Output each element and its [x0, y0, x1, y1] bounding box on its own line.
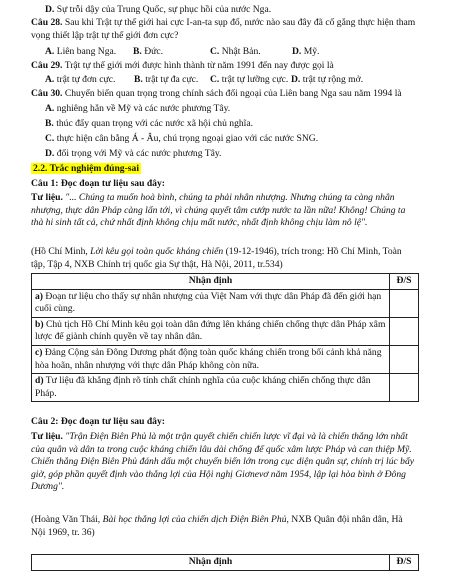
q30-option-b: B. thúc đẩy quan trọng với các nước xã hội chủ nghĩa. [45, 118, 253, 129]
c1-answer-b[interactable] [390, 317, 419, 345]
c1-col-header: Nhận định [32, 274, 390, 290]
table-row [32, 374, 419, 402]
q30-option-a: A. nghiêng hẳn về Mỹ và các nước phương Tây. [45, 103, 231, 114]
c1-row-d: d) Tư liệu đã khẳng định rõ tính chất chính nghĩa của cuộc kháng chiến chống thực dân Pháp. [32, 374, 390, 402]
c1-answer-d[interactable] [390, 374, 419, 402]
c2-col-ds: Đ/S [390, 555, 419, 571]
c1-title: Câu 1: Đọc đoạn tư liệu sau đây: [31, 178, 165, 189]
q30-option-c: C. thực hiện cân bằng Á - Âu, chú trọng ngoại giao với các nước SNG. [45, 133, 319, 144]
q29-option-d: D. trật tự rộng mở. [291, 74, 364, 85]
c1-row-c: c) Đảng Cộng sản Đông Dương phát động toàn quốc kháng chiến trong bối cảnh khả năng hòa hoãn, nhân nhượng với thực dân Pháp không còn nữa. [32, 345, 390, 373]
c1-answer-a[interactable] [390, 289, 419, 317]
c1-passage: Tư liệu. "... Chúng ta muốn hoà bình, chúng ta phải nhân nhượng. Nhưng chúng ta càng nhân nhượng, thực dân Pháp càng lấn tới, vì chúng quyết tâm cướp nước ta lần nữa! Không! Chúng ta thà hi sinh tất cả, chứ nhất định không chịu mất nước, nhất định không chịu làm nô lệ". [31, 192, 406, 229]
c2-source: (Hoàng Văn Thái, Bài học thắng lợi của chiến dịch Điện Biên Phủ, NXB Quân đội nhân dân, Hà Nội 1969, tr. 36) [31, 514, 403, 538]
c1-table [31, 273, 419, 402]
c1-row-a: a) Đoạn tư liệu cho thấy sự nhân nhượng của Việt Nam với thực dân Pháp đã đến giới hạn cuối cùng. [32, 289, 390, 317]
q29-question: Câu 29. Trật tự thế giới mới được hình thành từ năm 1991 đến nay được gọi là [31, 60, 334, 71]
q28-option-b: B. Đức. [133, 46, 164, 57]
q28-option-c: C. Nhật Bản. [210, 46, 261, 57]
c2-passage: Tư liệu. "Trận Điện Biên Phủ là một trận quyết chiến chiến lược vĩ đại và là chiến thắng lớn nhất của quân và dân ta trong cuộc kháng chiến lâu dài chống đế quốc xâm lược Pháp và can thiệp Mỹ. Chiến thắng Điện Biên Phủ đánh dấu một chuyển biến lớn trong cục diện quân sự, chính trị lúc bấy giờ, góp phần quyết định vào thắng lợi của Hội nghị Giơnevơ năm 1954, lập lại hòa bình ở Đông Dương". [31, 431, 415, 493]
c2-table [31, 554, 419, 571]
c2-title: Câu 2: Đọc đoạn tư liệu sau đây: [31, 416, 165, 427]
q30-question: Câu 30. Chuyển biến quan trọng trong chính sách đối ngoại của Liên bang Nga sau năm 1994 là [31, 88, 402, 99]
q28-option-d: D. Mỹ. [292, 46, 320, 57]
section-heading: 2.2. Trắc nghiệm đúng-sai [33, 163, 139, 174]
c1-answer-c[interactable] [390, 345, 419, 373]
q29-option-b: B. trật tự đa cực. [134, 74, 199, 85]
table-row [32, 317, 419, 345]
c2-col-header: Nhận định [32, 555, 390, 571]
q28-question: Câu 28. Sau khi Trật tự thế giới hai cực I-an-ta sụp đổ, nước nào sau đây đã cố gắng thực hiện tham vọng thiết lập trật tự thế giới đơn cực? [31, 17, 416, 41]
c1-row-b: b) Chủ tịch Hồ Chí Minh kêu gọi toàn dân đứng lên kháng chiến chống thực dân Pháp xâm lược để giành chính quyền về tay nhân dân. [32, 317, 390, 345]
q28-option-a: A. Liên bang Nga. [45, 46, 117, 57]
c1-source: (Hồ Chí Minh, Lời kêu gọi toàn quốc kháng chiến (19-12-1946), trích trong: Hồ Chí Minh, Toàn tập, Tập 4, NXB Chính trị quốc gia Sự thật, Hà Nội, 2011, tr.534) [31, 246, 402, 270]
q27-option-d: D. Sự trỗi dậy của Trung Quốc, sự phục hồi của nước Nga. [45, 4, 272, 15]
table-row [32, 345, 419, 373]
q29-option-a: A. trật tự đơn cực. [45, 74, 116, 85]
c1-col-ds: Đ/S [390, 274, 419, 290]
q29-option-c: C. trật tự lưỡng cực. [210, 74, 289, 85]
table-row [32, 289, 419, 317]
q30-option-d: D. đối trọng với Mỹ và các nước phương Tây. [45, 148, 222, 159]
